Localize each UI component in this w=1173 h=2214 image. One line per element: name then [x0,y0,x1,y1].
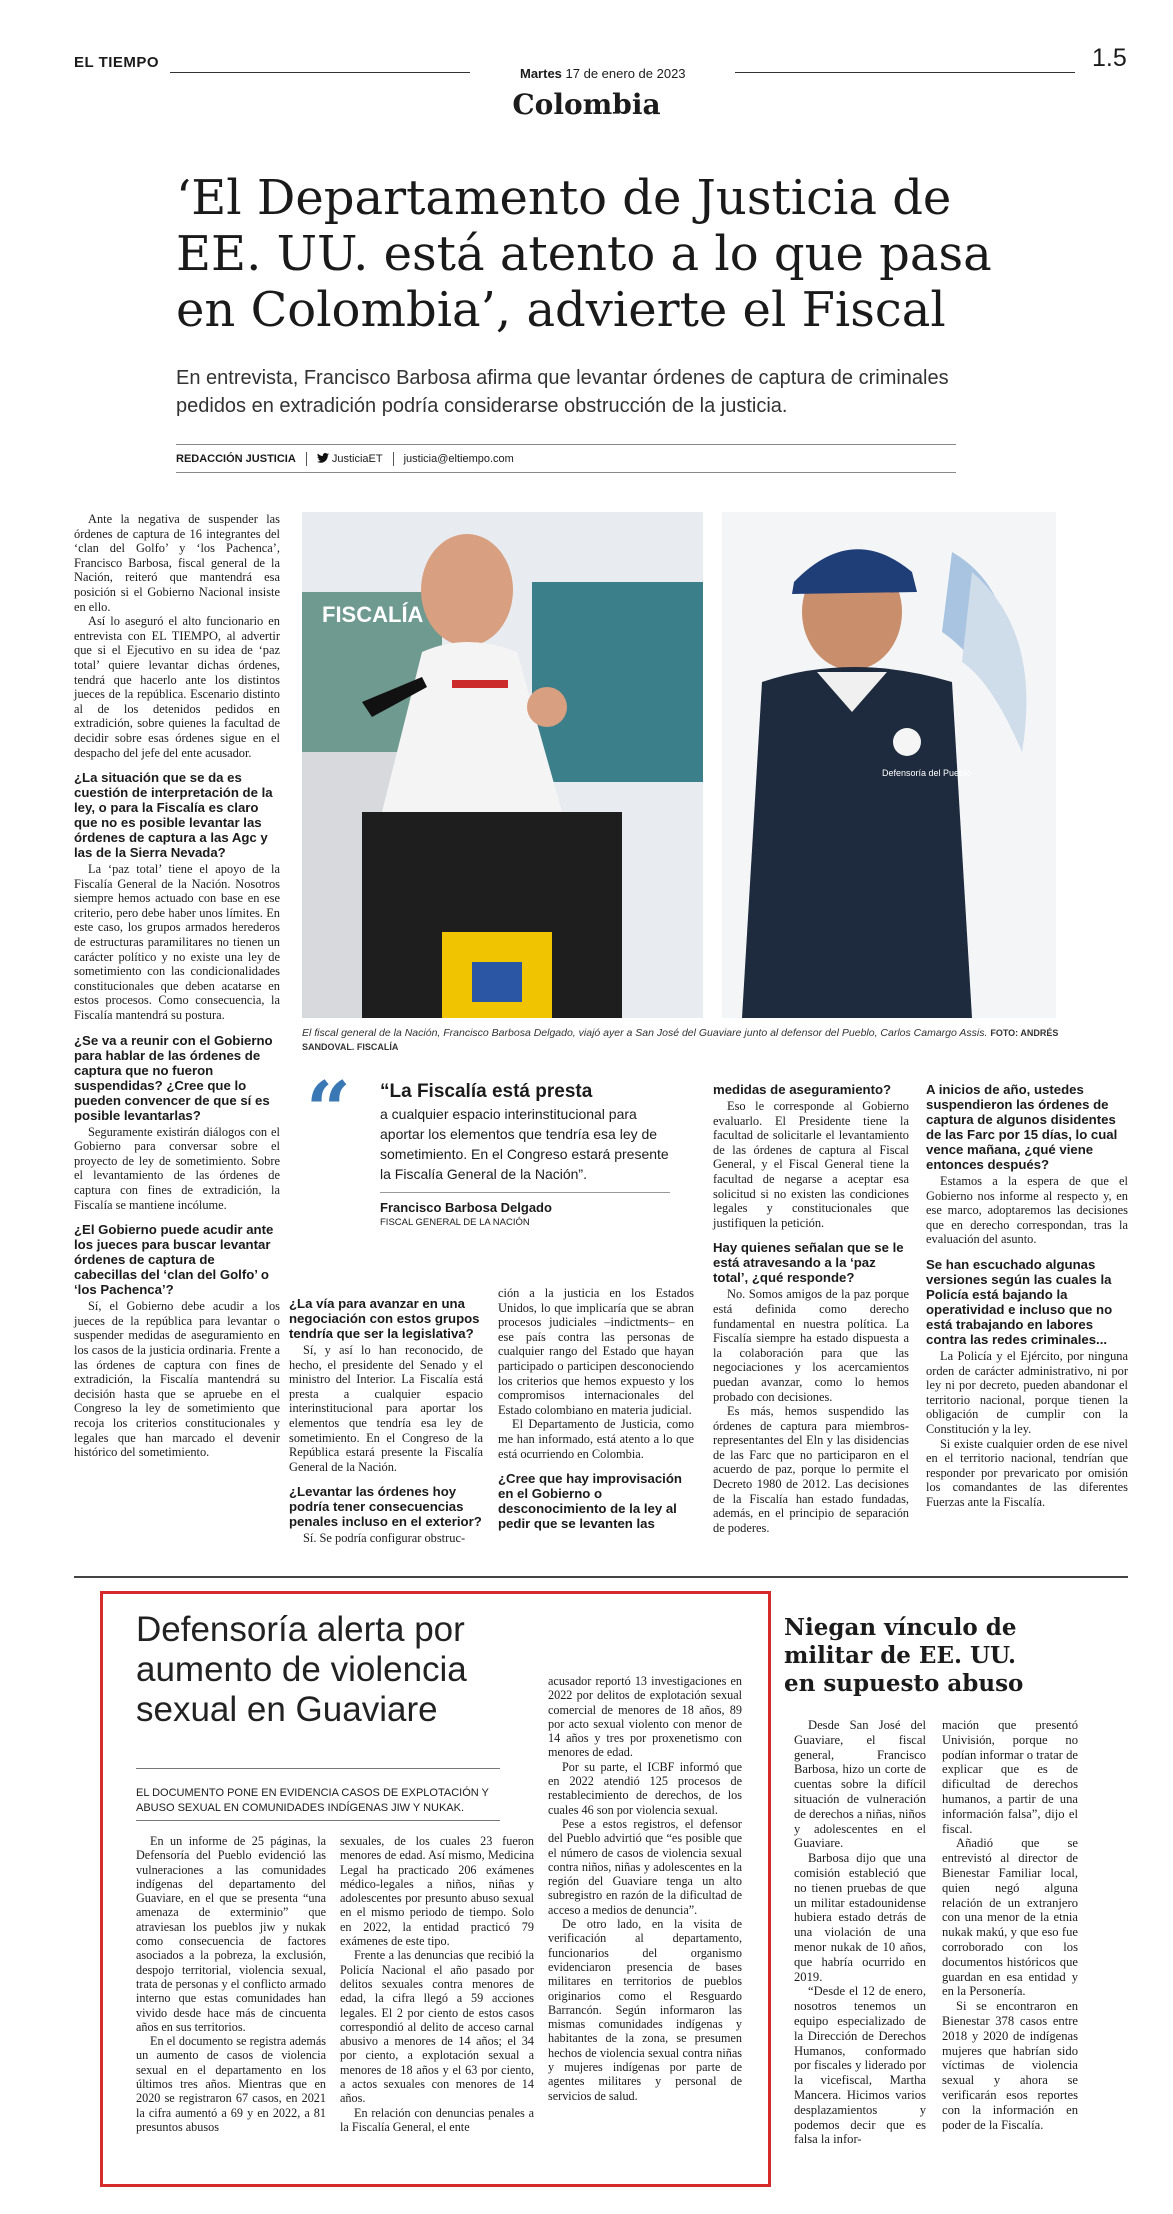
paragraph: mación que presentó Univisión, porque no podían informar o tratar de explicar que es de dificultad de derechos humanos, a partir de una información falsa”, dijo el fiscal. [942,1718,1078,1836]
paragraph: La ‘paz total’ tiene el apoyo de la Fiscalía General de la Nación. Nosotros siempre hemos actuado con base en ese criterio, pero debe haber unos límites. En este caso, los grupos armados herederos de estructuras paramilitares no tienen un carácter político y no existe una ley de sometimiento con las condicionalidades constitucionales que deben acatarse en estos procesos. Como consecuencia, la Fiscalía mantendrá su postura. [74,862,280,1023]
interview-question: A inicios de año, ustedes suspendieron las órdenes de captura de algunos disidentes de las Farc por 15 días, lo cual vence mañana, ¿qué viene entonces después? [926,1082,1118,1172]
paragraph: Por su parte, el ICBF informó que en 2022 atendió 125 procesos de restablecimiento de derechos, de los cuales 46 son por violencia sexual. [548,1759,742,1817]
paragraph: Seguramente existirán diálogos con el Gobierno para conversar sobre el proyecto de ley de sometimiento. Sobre el levantamiento de las órdenes de captura con fines de extradición, la Fiscalía se mantiene incólume. [74,1124,280,1212]
paragraph: La Policía y el Ejército, por ninguna orden de carácter administrativo, ni por ley ni por decreto, pueden abandonar el territorio nacional, porque tienen la obligación de cumplir con la Constitución y la ley. [926,1348,1128,1436]
pull-quote [380,1080,670,1184]
paragraph: Es más, hemos suspendido las órdenes de captura para miembros-representantes del Eln y las disidencias de las Farc que no participaron en el acuerdo de paz, porque lo permite el Decreto 1980 de 2012. Las decisiones de la Fiscalía han estado fundadas, además, en el principio de separación de poderes. [713,1404,909,1535]
masthead: EL TIEMPO [74,54,160,71]
pull-quote-role: FISCAL GENERAL DE LA NACIÓN [380,1217,530,1228]
paragraph: Así lo aseguró el alto funcionario en entrevista con EL TIEMPO, al advertir que si el Ejecutivo en su idea de ‘paz total’ quiere levantar dichas órdenes, tendrá que hacerlo ante los distintos jueces de la república. Escenario distinto al de los detenidos pedidos en extradición, sobre quienes la facultad de decidir sobre esas órdenes sigue en el despacho del jefe del ente acusador. [74,614,280,760]
interview-question: Se han escuchado algunas versiones según las cuales la Policía está bajando la operatividad e incluso que no está trabajando en labores contra las redes criminales... [926,1256,1113,1347]
article-column-3 [498,1286,694,1531]
paragraph: Eso le corresponde al Gobierno evaluarlo. El Presidente tiene la facultad de solicitarle el levantamiento de las órdenes de captura al Fiscal General, y el Fiscal General tiene la facultad de negarse a aceptar esa solicitud si no existen las condiciones legales y constitucionales que justifiquen la petición. [713,1099,909,1230]
banner-text: FISCALÍA [322,602,424,627]
side-headline: Niegan vínculo de militar de EE. UU. en supuesto abuso [784,1614,1024,1697]
interview-question: ¿Se va a reunir con el Gobierno para hablar de las órdenes de captura que no fueron suspendidas? ¿Cree que lo pueden convencer de que sí es posible levantarlas? [74,1032,273,1123]
box-rule-top [136,1768,500,1769]
date-rest: 17 de enero de 2023 [561,66,686,81]
credits-separator [393,452,394,466]
paragraph: “Desde el 12 de enero, nosotros tenemos un equipo especializado de la Dirección de Derechos Humanos, conformado por fiscales y liderado por la vicefiscal, Martha Mancera. Hicimos varios desplazamientos y podemos decir que es falsa la infor- [794,1984,926,2147]
twitter-bird-icon [317,453,329,463]
dateline [520,66,686,81]
page-number: 1.5 [1092,44,1127,72]
paragraph: En un informe de 25 páginas, la Defensoría del Pueblo evidenció las vulneraciones a las comunidades indígenas del departamento del Guaviare, en el que se presenta “una amenaza de exterminio” que atraviesan los pueblos jiw y nukak como consecuencia de factores asociados a la pobreza, la exclusión, despojo territorial, violencia sexual, trata de personas y el conflicto armado interno que estas comunidades han vivido desde hace más de cincuenta años en sus territorios. [136,1834,326,2034]
email-link[interactable]: justicia@eltiempo.com [403,453,514,465]
side-column-1 [794,1718,926,2147]
paragraph: Estamos a la espera de que el Gobierno nos informe al respecto y, en ese marco, adoptaremos las decisiones que en derecho correspondan, tras la evaluación del asunto. [926,1174,1128,1247]
paragraph: Desde San José del Guaviare, el fiscal general, Francisco Barbosa, hizo un corte de cuentas sobre la difícil situación de vulneración de derechos a niñas, niños y adolescentes en el Guaviare. [794,1718,926,1851]
dek: En entrevista, Francisco Barbosa afirma que levantar órdenes de captura de criminales pedidos en extradición podría considerarse obstrucción de la justicia. [176,367,949,417]
interview-question: ¿Cree que hay improvisación en el Gobierno o desconocimiento de la ley al pedir que se levanten las [498,1471,682,1532]
article-column-2 [289,1286,483,1546]
section-divider [74,1576,1128,1578]
date-weekday: Martes [520,66,562,81]
article-column-5 [926,1082,1128,1510]
paragraph: Si existe cualquier orden de ese nivel en el territorio nacional, tendrían que responder por prevaricato por omisión los comandantes de las diferentes Fuerzas ante la Fiscalía. [926,1436,1128,1509]
article-column-4 [713,1082,909,1535]
interview-question: medidas de aseguramiento? [713,1082,892,1097]
headline: ‘El Departamento de Justicia de EE. UU. está atento a lo que pasa en Colombia’, advierte el Fiscal [176,170,992,338]
masthead-rule-left [170,72,470,73]
interview-question: ¿Levantar las órdenes hoy podría tener consecuencias penales incluso en el exterior? [289,1484,482,1530]
box-headline: Defensoría alerta por aumento de violencia sexual en Guaviare [136,1610,467,1729]
pull-quote-rule [380,1192,670,1193]
box-dek: EL DOCUMENTO PONE EN EVIDENCIA CASOS DE EXPLOTACIÓN Y ABUSO SEXUAL EN COMUNIDADES INDÍGENAS JIW Y NUKAK. [136,1787,489,1814]
box-column-2 [340,1834,534,2134]
paragraph: Barbosa dijo que una comisión estableció que no tienen pruebas de que un militar estadounidense hubiera estado detrás de una violación de una menor nukak de 10 años, que habría ocurrido en 2019. [794,1851,926,1984]
interview-question: ¿La situación que se da es cuestión de interpretación de la ley, o para la Fiscalía es claro que no es posible levantar las órdenes de captura a las Agc y las de la Sierra Nevada? [74,770,273,861]
credits [176,452,514,466]
box-column-1 [136,1834,326,2134]
paragraph: Si se encontraron en Bienestar 378 casos entre 2018 y 2020 de indígenas mujeres que habrían sido víctimas de violencia sexual y ahora se verificarán esos reportes con la información en poder de la Fiscalía. [942,1999,1078,2132]
credits-rule-top [176,444,956,445]
side-column-2 [942,1718,1078,2132]
paragraph: Añadió que se entrevistó al director de Bienestar Familiar local, quien negó alguna relación de un extranjero con una menor de la etnia nukak makú, y que eso fue corroborado con los documentos históricos que guardan en esa entidad y en la Personería. [942,1836,1078,1999]
interview-question: ¿La vía para avanzar en una negociación con estos grupos tendría que ser la legislativa? [289,1296,480,1341]
photo-fiscal [302,512,703,1018]
photo-caption [302,1026,1062,1054]
interview-question: ¿El Gobierno puede acudir ante los jueces para buscar levantar órdenes de captura de cabecillas del ‘clan del Golfo’ o ‘los Pachenca’? [74,1222,274,1298]
photo-defensor-illustration [722,512,1056,1018]
vest-text: Defensoría del Pueblo [882,768,972,778]
paragraph: No. Somos amigos de la paz porque está definida como derecho fundamental en nuestra política. La Fiscalía siempre ha estado dispuesta a la colaboración para que las negociaciones y los acercamientos puedan avanzar, como lo hemos probado con decisiones. [713,1287,909,1404]
paragraph: En relación con denuncias penales a la Fiscalía General, el ente [340,2105,534,2134]
credits-separator [306,452,307,466]
quote-mark-icon: “ [306,1065,351,1156]
photo-fiscal-illustration [302,512,703,1018]
paragraph: Ante la negativa de suspender las órdenes de captura de 16 integrantes del ‘clan del Golfo’ y ‘los Pachenca’, Francisco Barbosa, fiscal general de la Nación, reiteró que mantendrá esa posición si el Gobierno Nacional insiste en ello. [74,512,280,614]
interview-question: Hay quienes señalan que se le está atravesando a la ‘paz total’, ¿qué responde? [713,1240,904,1286]
box-rule-bottom [136,1820,500,1821]
photo-credit: FOTO: ANDRÉS SANDOVAL. FISCALÍA [302,1028,1059,1052]
paragraph: Sí, el Gobierno debe acudir a los jueces de la república para levantar o suspender medidas de aseguramiento en los casos de la justicia ordinaria. Frente a las órdenes de captura con fines de extradición, la Fiscalía mantendrá su decisión hasta que se apruebe en el Congreso la ley de sometimiento que recoja los criterios constitucionales y legales que han marcado el devenir histórico del sometimiento. [74,1299,280,1460]
byline: REDACCIÓN JUSTICIA [176,453,296,465]
section-title: Colombia [512,88,661,121]
twitter-handle-text: JusticiaET [331,453,383,465]
masthead-rule-right [735,72,1075,73]
pull-quote-name: Francisco Barbosa Delgado [380,1200,552,1215]
paragraph: El Departamento de Justicia, como me han informado, está atento a lo que está ocurriendo en Colombia. [498,1417,694,1461]
paragraph: Pese a estos registros, el defensor del Pueblo advirtió que “es posible que el número de casos de violencia sexual contra niños, niñas y adolescentes en la región del Guaviare tenga un alto subregistro en razón de la dificultad de acceso a medios de denuncia”. [548,1816,742,1917]
article-column-1 [74,512,280,1460]
paragraph: sexuales, de los cuales 23 fueron menores de edad. Así mismo, Medicina Legal ha practicado 206 exámenes médico-legales a niños, niñas y adolescentes por presunto abuso sexual en el mismo periodo de tiempo. Solo en 2022, la entidad practicó 79 exámenes de este tipo. [340,1834,534,1949]
paragraph: De otro lado, en la visita de verificación al departamento, funcionarios del organismo evidenciaron presencia de bases militares en territorios de pueblos originarios como el Resguardo Barrancón. Según informaron las mismas comunidades indígenas y habitantes de la zona, se presumen hechos de violencia sexual contra niñas y mujeres indígenas por parte de agentes militares y personal de servicios de salud. [548,1917,742,2103]
paragraph: Sí. Se podría configurar obstruc- [303,1531,466,1546]
credits-rule-bottom [176,472,956,473]
paragraph: acusador reportó 13 investigaciones en 2022 por delitos de explotación sexual comercial de menores de 18 años, 89 por acto sexual violento con menor de 14 años y tres por proxenetismo con menores de edad. [548,1674,742,1760]
caption-text: El fiscal general de la Nación, Francisco Barbosa Delgado, viajó ayer a San José del Guaviare junto al defensor del Pueblo, Carlos Camargo Assis. [302,1027,988,1039]
paragraph: Frente a las denuncias que recibió la Policía Nacional el año pasado por delitos sexuales contra menores de edad, la cifra llegó a 59 acciones legales. El 2 por ciento de estos casos correspondió al delito de acceso carnal abusivo a menores de 14 años; el 34 por ciento, a explotación sexual a menores de 18 años y el 63 por ciento, a actos sexuales con menores de 14 años. [340,1948,534,2106]
pull-quote-lead: “La Fiscalía está presta [380,1081,593,1102]
paragraph: En el documento se registra además un aumento de casos de violencia sexual en el departamento en los últimos tres años. Mientras que en 2020 se registraron 67 casos, en 2021 la cifra aumentó a 69 y en 2022, a 81 presuntos abusos [136,2034,326,2134]
box-column-3 [548,1674,742,2103]
photo-defensor [722,512,1056,1018]
pull-quote-text: a cualquier espacio interinstitucional para aportar los elementos que tendría esa ley de sometimiento. En el Congreso estará presente la Fiscalía General de la Nación”. [380,1106,669,1182]
twitter-handle[interactable] [317,453,383,465]
paragraph: Sí, y así lo han reconocido, de hecho, el presidente del Senado y el ministro del Interior. La Fiscalía está presta a cualquier espacio interinstitucional para aportar los elementos que tendría esa ley de sometimiento. En el Congreso de la República estará presente la Fiscalía General de la Nación. [289,1343,483,1474]
paragraph: ción a la justicia en los Estados Unidos, lo que implicaría que se abran procesos judiciales –indictments– en ese país contra las personas de cualquier rango del Estado que hayan participado o participen desconociendo los criterios que hemos expuesto y los compromisos internacionales del Estado colombiano en materia judicial. [498,1286,694,1417]
